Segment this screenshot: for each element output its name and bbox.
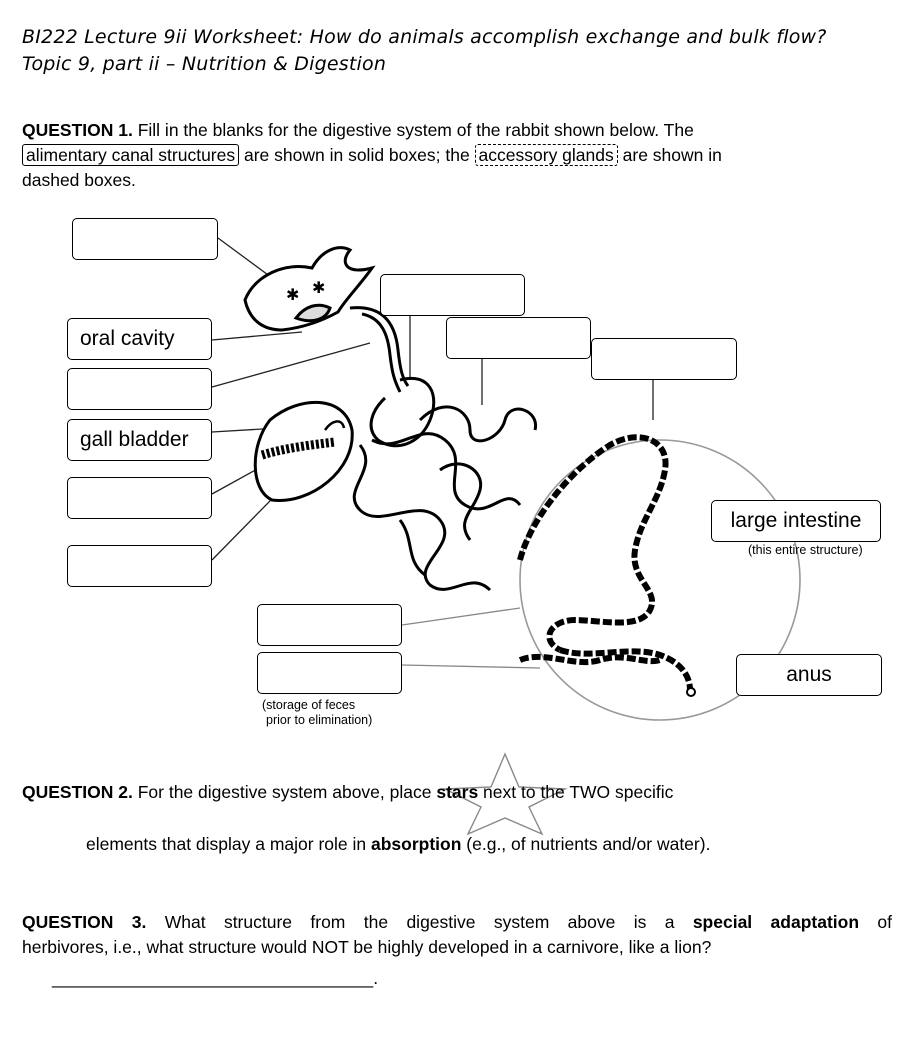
q3-label: QUESTION 3. <box>22 912 147 932</box>
q2-label: QUESTION 2. <box>22 782 133 802</box>
blank-box-6[interactable] <box>446 317 591 359</box>
q2-text-a: For the digestive system above, place <box>132 782 437 802</box>
question-2-line-1 <box>22 780 892 805</box>
blank-box-2[interactable] <box>67 368 212 410</box>
worksheet-subtitle: Topic 9, part ii – Nutrition & Digestion <box>22 53 387 75</box>
blank-box-7[interactable] <box>591 338 737 380</box>
q1-dashed-term: accessory glands <box>475 144 618 166</box>
svg-text:✱: ✱ <box>286 287 300 304</box>
q3-answer-blank: _________________________________ <box>52 968 374 988</box>
large-intestine-label: large intestine <box>730 509 862 532</box>
blank-box-3[interactable] <box>67 477 212 519</box>
blank-box-9[interactable] <box>257 652 402 694</box>
worksheet-title: BI222 Lecture 9ii Worksheet: How do animals accomplish exchange and bulk flow? <box>22 26 827 48</box>
q2-absorption-word: absorption <box>371 834 462 854</box>
q2-line2-a: elements that display a major role in <box>86 834 371 854</box>
q2-text-b: next to the TWO specific <box>478 782 674 802</box>
question-3 <box>22 910 892 960</box>
q3-answer-period: . <box>373 968 379 988</box>
anus-label: anus <box>786 663 832 686</box>
blank-box-8[interactable] <box>257 604 402 646</box>
blank-box-4[interactable] <box>67 545 212 587</box>
blank-box-1[interactable] <box>72 218 218 260</box>
esophagus-stomach <box>350 308 434 446</box>
q3-special: special adaptation <box>692 912 860 932</box>
q3-text-a: What structure from the digestive system above is a <box>146 912 693 932</box>
small-intestine <box>354 407 535 590</box>
q2-line2-b: (e.g., of nutrients and/or water). <box>461 834 711 854</box>
gall-bladder-box <box>67 419 212 461</box>
q3-answer-line[interactable] <box>52 966 378 991</box>
anus-box <box>736 654 882 696</box>
question-2-line-2 <box>86 832 886 857</box>
q1-solid-term: alimentary canal structures <box>22 144 239 166</box>
feces-note-line-1: (storage of feces <box>262 698 356 712</box>
svg-text:✱: ✱ <box>312 280 326 297</box>
q1-text-b: are shown in solid boxes; the <box>239 145 475 165</box>
feces-note-line-2: prior to elimination) <box>266 713 373 727</box>
oral-cavity-label: oral cavity <box>80 327 175 350</box>
large-intestine-box <box>711 500 881 542</box>
q1-text-a: Fill in the blanks for the digestive system of the rabbit shown below. The <box>132 120 694 140</box>
large-intestine-note: (this entire structure) <box>748 543 863 557</box>
oral-cavity-box <box>67 318 212 360</box>
large-intestine <box>520 437 690 690</box>
blank-box-5[interactable] <box>380 274 525 316</box>
gall-bladder-label: gall bladder <box>80 428 189 451</box>
q1-label: QUESTION 1. <box>22 120 133 140</box>
q3-line-2: herbivores, i.e., what structure would NOT be highly developed in a carnivore, like a lion? <box>22 937 712 957</box>
liver <box>255 402 352 500</box>
q1-text-d: dashed boxes. <box>22 170 136 190</box>
q2-stars-word: stars <box>436 782 479 802</box>
q3-text-b: of <box>859 912 892 932</box>
q1-text-c: are shown in <box>617 145 722 165</box>
rabbit-head <box>245 248 372 330</box>
